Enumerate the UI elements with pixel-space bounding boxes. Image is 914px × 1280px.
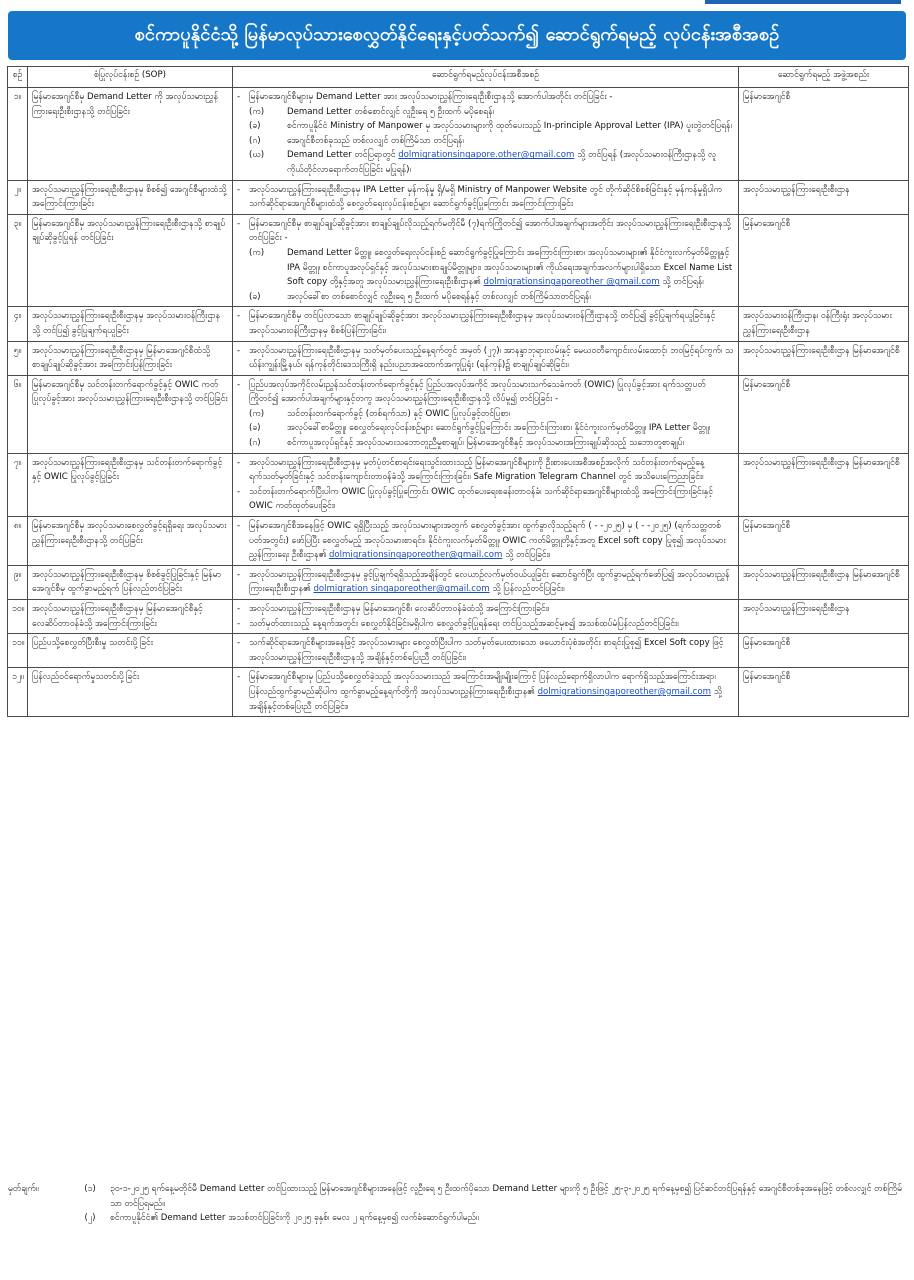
row-number: ၅။ bbox=[8, 341, 28, 375]
action-text: သက်ဆိုင်ရာအေဂျင်စီများအနေဖြင့် အလုပ်သမားများ စေလွှတ်ပြီးပါက သတ်မှတ်ပေးထားသော ဖယောင်းပုံစံအတိုင်း စာရင်းပြုစု၍ Excel Soft copy ဖြင့် အလုပ်သမားညွှန်ကြားရေးဦးစီးဌာနသို့ အချိန်နှင့်တစ်ပြေးညီ တင်ပြခြင်း၊ bbox=[249, 638, 724, 663]
action-text-wrap bbox=[249, 344, 734, 373]
sub-item bbox=[237, 407, 734, 422]
action-text-tail: သို့ ပြန်လည်တင်ပြခြင်း၊ bbox=[489, 584, 565, 595]
header-action: ဆောင်ရွက်ရမည့်လုပ်ငန်းအစီအစဉ် bbox=[233, 67, 739, 88]
action-text-wrap bbox=[249, 636, 734, 665]
sub-item-label: (ဃ) bbox=[249, 150, 265, 161]
responsible-org: မြန်မာအေဂျင်စီ bbox=[739, 668, 909, 717]
action-line bbox=[237, 217, 734, 246]
sop-step: မြန်မာအေဂျင်စီမှ အလုပ်သမားညွှန်ကြားရေးဦးစီးဌာနသို့ စာချုပ်ချုပ်ဆိုခွင့်ပြုရန် တင်ပြခြင်း bbox=[28, 214, 233, 307]
action-cell bbox=[233, 180, 739, 214]
row-number: ၂။ bbox=[8, 180, 28, 214]
bullet-dash: - bbox=[237, 638, 241, 649]
note-number: (၁) bbox=[84, 1184, 96, 1194]
sub-item-text: အလုပ်ခေါ်စာမိတ္တူ၊ စေလွှတ်ရေးလုပ်ငန်းစဉ်များ ဆောင်ရွက်ခွင့်ပြုကြောင်း အကြောင်းကြားစာ၊ နိုင်ငံကူးလက်မှတ်မိတ္တူ၊ IPA Letter မိတ္တူ၊ bbox=[287, 423, 710, 434]
sub-item-text: Demand Letter တစ်စောင်လျှင် လူဦးရေ ၅ ဦးထက် မပိုစေရန်၊ bbox=[287, 106, 494, 117]
responsible-org: မြန်မာအေဂျင်စီ bbox=[739, 88, 909, 181]
row-number: ၄။ bbox=[8, 307, 28, 341]
table-row bbox=[8, 634, 909, 668]
action-cell bbox=[233, 341, 739, 375]
table-row bbox=[8, 517, 909, 566]
action-text: မြန်မာအေဂျင်စီများမှ ပြည်ပသို့စေလွှတ်ခဲ့သည့် အလုပ်သမားသည် အကြောင်းအမျိုးမျိုးကြောင့် ပြန်လည်ရောက်ရှိလာပါက ရောက်ရှိသည့်အကြောင်းအရာ၊ ပြန်လည်ထွက်ခွာမည်ဆိုပါက ထွက်ခွာမည့်နေ့ရက်တို့ကို အလုပ်သမားညွှန်ကြားရေးဦးစီးဌာန၏ bbox=[249, 672, 716, 697]
sub-item-text: စင်ကာပူအလုပ်ရှင်နှင့် အလုပ်သမားသဘောတူညီမှုစာချုပ်၊ မြန်မာအေဂျင်စီနှင့် အလုပ်သမားအကြားချုပ်ဆိုသည့် သဘောတူစာချုပ်၊ bbox=[287, 438, 684, 449]
bullet-dash: - bbox=[237, 218, 241, 229]
table-row bbox=[8, 214, 909, 307]
sub-item-label: (က) bbox=[249, 408, 265, 419]
action-text-tail: သို့ တင်ပြခြင်း၊ bbox=[502, 550, 551, 561]
responsible-org: မြန်မာအေဂျင်စီ bbox=[739, 517, 909, 566]
notes-section bbox=[8, 1182, 906, 1226]
table-row bbox=[8, 600, 909, 634]
row-number: ၈။ bbox=[8, 517, 28, 566]
bullet-dash: - bbox=[237, 457, 241, 468]
sub-item bbox=[237, 134, 734, 149]
action-line bbox=[237, 90, 734, 105]
action-line bbox=[237, 344, 734, 373]
sop-step: မြန်မာအေဂျင်စီမှ Demand Letter ကို အလုပ်သမားညွှန်ကြားရေးဦးစီးဌာနသို့ တင်ပြခြင်း bbox=[28, 88, 233, 181]
responsible-org: အလုပ်သမားညွှန်ကြားရေးဦးစီးဌာန မြန်မာအေဂျင်စီ bbox=[739, 453, 909, 516]
sop-step: မြန်မာအေဂျင်စီမှ အလုပ်သမားစေလွှတ်ခွင့်ရရှိရေး အလုပ်သမားညွှန်ကြားရေးဦးစီးဌာနသို့ တင်ပြခြင်း bbox=[28, 517, 233, 566]
action-text: မြန်မာအေဂျင်စီမှ တင်ပြလာသော စာချုပ်ချုပ်ဆိုခွင့်အား အလုပ်သမားညွှန်ကြားရေးဦးစီးဌာနမှ အလုပ်သမားဝန်ကြီးဌာနသို့ တင်ပြ၍ ခွင့်ပြုချက်ရယူခြင်းနှင့် အလုပ်သမားဝန်ကြီးဌာနမှ စိစစ်ပြန်ကြားခြင်း၊ bbox=[249, 311, 716, 336]
action-text-tail: သို့ အချိန်နှင့်တစ်ပြေးညီ တင်ပြခြင်း၊ bbox=[249, 686, 723, 712]
header-sop: စံပြုလုပ်ငန်းစဉ် (SOP) bbox=[28, 67, 233, 88]
table-body bbox=[8, 88, 909, 717]
sub-item-body bbox=[287, 119, 734, 134]
note-text: ၃၀-၁-၂၀၂၅ ရက်နေ့မတိုင်မီ Demand Letter တင်ပြထားသည့် မြန်မာအေဂျင်စီများအနေဖြင့် လူဦးရေ ၅ ဦးထက်ပိုသော Demand Letter များကို ၅ ဦးဖြင့် ၂၅-၃-၂၀၂၅ ရက်နေ့မှစ၍ ပြင်ဆင်တင်ပြရန်နှင့် အေဂျင်စီတစ်ခုအနေဖြင့် တစ်လလျှင် တစ်ကြိမ်သာ တင်ပြရမည်။ bbox=[110, 1184, 903, 1209]
responsible-org: အလုပ်သမားညွှန်ကြားရေးဦးစီးဌာန bbox=[739, 600, 909, 634]
bullet-dash: - bbox=[237, 345, 241, 356]
action-text-wrap bbox=[249, 670, 734, 714]
action-text: မြန်မာအေဂျင်စီအနေဖြင့် OWIC ရရှိပြီးသည့် အလုပ်သမားများအတွက် စေလွှတ်ခွင့်အား ထွက်ခွာလိုသည့်ရက် ( - -၂၀၂၅) မှ ( - -၂၀၂၅) (ရက်သတ္တတစ်ပတ်အတွင်း) ဖော်ပြပြီး စေလွှတ်မည့် အလုပ်သမားစာရင်း၊ နိုင်ငံကူးလက်မှတ်မိတ္တူ၊ OWIC ကတ်မိတ္တူတို့နှင့်အတူ Excel soft copy ပြုစု၍ အလုပ်သမားညွှန်ကြားရေး ဦးစီးဌာန၏ bbox=[249, 521, 726, 561]
action-text: အလုပ်သမားညွှန်ကြားရေးဦးစီးဌာနမှ ခွင့်ပြုချက်ရရှိသည့်အချိန်တွင် လေယာဉ်လက်မှတ်ဝယ်ယူခြင်း ဆောင်ရွက်ပြီး ထွက်ခွာမည့်ရက်ဖော်ပြ၍ အလုပ်သမားညွှန်ကြားရေးဦးစီးဌာန၏ bbox=[249, 569, 730, 595]
action-text-wrap bbox=[249, 217, 734, 246]
sop-step: ပြည်ပသို့စေလွှတ်ပြီးစီးမှု သတင်းပို့ခြင်း bbox=[28, 634, 233, 668]
row-number: ၇။ bbox=[8, 453, 28, 516]
sub-item-label: (ခ) bbox=[249, 121, 261, 132]
sub-item-body bbox=[287, 436, 734, 451]
table-header-row bbox=[8, 67, 909, 88]
bullet-dash: - bbox=[237, 92, 241, 102]
bullet-dash: - bbox=[237, 521, 241, 532]
action-line bbox=[237, 309, 734, 338]
action-text-wrap bbox=[249, 456, 734, 485]
action-text: မြန်မာအေဂျင်စီများမှ Demand Letter အား အလုပ်သမားညွှန်ကြားရေးဦးစီးဌာနသို့ အောက်ပါအတိုင်း တင်ပြခြင်း - bbox=[249, 92, 613, 102]
action-text: အလုပ်သမားညွှန်ကြားရေးဦးစီးဌာနမှ မြန်မာအေဂျင်စီ၊ လေဆိပ်တာဝန်ခံထံသို့ အကြောင်းကြားခြင်း၊ bbox=[249, 604, 550, 614]
sub-item-label: (က) bbox=[249, 106, 265, 117]
table-row bbox=[8, 668, 909, 717]
sop-step: အလုပ်သမားညွှန်ကြားရေးဦးစီးဌာနမှ မြန်မာအေဂျင်စီထံသို့ စာချုပ်ချုပ်ဆိုခွင့်အား အကြောင်းပြန်ကြားခြင်း bbox=[28, 341, 233, 375]
sub-item-text: Demand Letter တင်ပြရာတွင် bbox=[287, 150, 399, 161]
action-text-wrap bbox=[249, 309, 734, 338]
responsible-org: အလုပ်သမားညွှန်ကြားရေးဦးစီးဌာန မြန်မာအေဂျင်စီ bbox=[739, 341, 909, 375]
sub-item-body bbox=[287, 148, 734, 177]
table-row bbox=[8, 88, 909, 181]
sub-item bbox=[237, 105, 734, 120]
header-num: စဉ် bbox=[8, 67, 28, 88]
top-accent-bar bbox=[705, 0, 901, 4]
email-link[interactable]: dolmigrationsingaporeother@gmail.com bbox=[328, 550, 503, 561]
sop-step: အလုပ်သမားညွှန်ကြားရေးဦးစီးဌာနမှ သင်တန်းတက်ရောက်ခွင့်နှင့် OWIC ပြုလုပ်ခွင့်ပြုခြင်း bbox=[28, 453, 233, 516]
row-number: ၁၂။ bbox=[8, 668, 28, 717]
sub-item bbox=[237, 290, 734, 305]
sub-item-body bbox=[287, 134, 734, 149]
sub-item bbox=[237, 421, 734, 436]
action-line bbox=[237, 636, 734, 665]
sub-item-tail: သို့ တင်ပြရန်၊ bbox=[659, 277, 704, 288]
sub-item-body bbox=[287, 105, 734, 120]
action-text-wrap bbox=[249, 183, 734, 212]
responsible-org: အလုပ်သမားညွှန်ကြားရေးဦးစီးဌာန bbox=[739, 180, 909, 214]
action-text-wrap bbox=[249, 90, 734, 105]
row-number: ၃။ bbox=[8, 214, 28, 307]
sub-item-text: အလုပ်ခေါ်စာ တစ်စောင်လျှင် လူဦးရေ ၅ ဦးထက် မပိုစေရန်နှင့် တစ်လလျှင် တစ်ကြိမ်သာတင်ပြရန်၊ bbox=[287, 291, 591, 302]
sub-item-label: (ခ) bbox=[249, 291, 261, 302]
responsible-org: မြန်မာအေဂျင်စီ bbox=[739, 634, 909, 668]
bullet-dash: - bbox=[237, 486, 241, 497]
sop-step: အလုပ်သမားညွှန်ကြားရေးဦးစီးဌာနမှ အလုပ်သမားဝန်ကြီးဌာနသို့ တင်ပြ၍ ခွင့်ပြုချက်ရယူခြင်း bbox=[28, 307, 233, 341]
sop-step: အလုပ်သမားညွှန်ကြားရေးဦးစီးဌာနမှ မြန်မာအေဂျင်စီနှင့် လေဆိပ်တာဝန်ခံသို့ အကြောင်းကြားခြင်း bbox=[28, 600, 233, 634]
action-text-wrap bbox=[249, 602, 734, 617]
responsible-org: အလုပ်သမားညွှန်ကြားရေးဦးစီးဌာန မြန်မာအေဂျင်စီ bbox=[739, 565, 909, 599]
bullet-dash: - bbox=[237, 379, 241, 390]
sub-item bbox=[237, 246, 734, 290]
sub-item-body bbox=[287, 246, 734, 290]
responsible-org: မြန်မာအေဂျင်စီ bbox=[739, 214, 909, 307]
bullet-dash: - bbox=[237, 618, 241, 629]
note-text: စင်ကာပူနိုင်ငံ၏ Demand Letter အသစ်တင်ပြခြင်းကို ၂၀၂၅ ခုနှစ်၊ မေလ ၂ ရက်နေ့မှစ၍ လက်ခံဆောင်ရွက်ပါမည်။ bbox=[110, 1213, 479, 1224]
action-text-wrap bbox=[249, 378, 734, 407]
sub-item bbox=[237, 148, 734, 177]
action-cell bbox=[233, 634, 739, 668]
action-text: ပြည်ပအလုပ်အကိုင်လမ်းညွှန်သင်တန်းတက်ရောက်ခွင့်နှင့် ပြည်ပအလုပ်အကိုင် အလုပ်သမားသက်သေခံကတ် (OWIC) ပြုလုပ်ခွင့်အား ရက်သတ္တပတ်ကြိုတင်၍ အောက်ပါအချက်များနှင့်တကွ အလုပ်သမားညွှန်ကြားရေးဦးစီးဌာနသို့ လိပ်မူ၍ တင်ပြခြင်း - bbox=[249, 379, 706, 405]
sub-item-label: (ဂ) bbox=[249, 135, 261, 146]
sub-item-text: Demand Letter မိတ္တူ၊ စေလွှတ်ရေးလုပ်ငန်းစဉ် ဆောင်ရွက်ခွင့်ပြုကြောင်း အကြောင်းကြားစာ၊ အလုပ်သမားများ၏ နိုင်ငံကူးလက်မှတ်မိတ္တူနှင့် IPA မိတ္တူ၊ စင်ကာပူအလုပ်ရှင်နှင့် အလုပ်သမားစာချုပ်မိတ္တူများ၊ အလုပ်သမားများ၏ ကိုယ်ရေးအချက်အလက်များပါရှိသော Excel Name List Soft copy တို့နှင့်အတူ အလုပ်သမားညွှန်ကြားရေးဦးစီးဌာန၏ bbox=[287, 247, 733, 288]
responsible-org: မြန်မာအေဂျင်စီ bbox=[739, 375, 909, 453]
row-number: ၉။ bbox=[8, 565, 28, 599]
bullet-dash: - bbox=[237, 672, 241, 683]
action-line bbox=[237, 183, 734, 212]
action-text: အလုပ်သမားညွှန်ကြားရေးဦးစီးဌာနမှ သတ်မှတ်ပေးသည့်နေ့ရက်တွင် အမှတ် (၂၇)၊ အာနန္ဒာဘုရားလမ်းနှင့် မေဃဝတီကျောင်းလမ်းထောင့်၊ ဘဝမြင့်ရပ်ကွက်၊ သဃ်န်းကျွန်းမြို့နယ်၊ ရန်ကုန်တိုင်းဒေသကြီးရှိ နည်းပညာအထောက်အကူပြုရုံး (ရန်ကုန်)၌ စာချုပ်ချုပ်ဆိုခြင်း၊ bbox=[249, 345, 734, 371]
table-row bbox=[8, 453, 909, 516]
action-cell bbox=[233, 517, 739, 566]
action-cell bbox=[233, 453, 739, 516]
action-line bbox=[237, 485, 734, 514]
row-number: ၁။ bbox=[8, 88, 28, 181]
action-cell bbox=[233, 565, 739, 599]
row-number: ၆။ bbox=[8, 375, 28, 453]
document-title: စင်ကာပူနိုင်ငံသို့ မြန်မာလုပ်သားစေလွှတ်နိုင်ရေးနှင့်ပတ်သက်၍ ဆောင်ရွက်ရမည့် လုပ်ငန်းအစီအစဉ် bbox=[134, 24, 780, 45]
action-line bbox=[237, 617, 734, 632]
email-link[interactable]: dolmigrationsingaporeother@gmail.com bbox=[537, 686, 711, 697]
action-text: သင်တန်းတက်ရောက်ပြီးပါက OWIC ပြုလုပ်ခွင့်ပြုကြောင်း OWIC ထုတ်ပေးရေးစခန်းတာဝန်ခံ၊ သက်ဆိုင်ရာအေဂျင်စီများထံသို့ အကြောင်းကြားခြင်းနှင့် OWIC ကတ်ထုတ်ပေးခြင်း၊ bbox=[249, 486, 714, 512]
action-line bbox=[237, 456, 734, 485]
action-text-wrap bbox=[249, 568, 734, 597]
sop-step: မြန်မာအေဂျင်စီမှ သင်တန်းတက်ရောက်ခွင့်နှင့် OWIC ကတ်ပြုလုပ်ခွင့်အား အလုပ်သမားညွှန်ကြားရေးဦးစီးဌာနသို့ တင်ပြခြင်း bbox=[28, 375, 233, 453]
bullet-dash: - bbox=[237, 311, 241, 322]
action-line bbox=[237, 378, 734, 407]
sub-item-text: သင်တန်းတက်ရောက်ခွင့် (တစ်ရက်သာ) နှင့် OWIC ပြုလုပ်ခွင့်တင်ပြစာ၊ bbox=[287, 408, 511, 419]
action-text-wrap bbox=[249, 519, 734, 563]
note-number: (၂) bbox=[84, 1213, 96, 1224]
action-text: အလုပ်သမားညွှန်ကြားရေးဦးစီးဌာနမှ မှတ်ပုံတင်စာရင်းရေးသွင်းထားသည့် မြန်မာအေဂျင်စီများကို ဦးစားပေးအစီအစဉ်အလိုက် သင်တန်းတက်ရမည့်နေ့ရက်သတ်မှတ်ခြင်းနှင့် သင်တန်းကျောင်းတာဝန်ခံသို့ အကြောင်းကြားခြင်း၊ Safe Migration Telegram Channel တွင် အသိပေးကြေညာခြင်း၊ bbox=[249, 457, 705, 483]
sub-item-tail: သို့ တင်ပြရန် (အလုပ်သမားဝန်ကြီးဌာနသို့ လူကိုယ်တိုင်လာရောက်တင်ပြခြင်း မပြုရန်)၊ bbox=[287, 150, 717, 175]
action-cell bbox=[233, 88, 739, 181]
sub-item bbox=[237, 119, 734, 134]
sub-item-label: (ဂ) bbox=[249, 438, 261, 449]
action-line bbox=[237, 602, 734, 617]
sop-step: ပြန်လည်ဝင်ရောက်မှုသတင်းပို့ခြင်း bbox=[28, 668, 233, 717]
row-number: ၁၁။ bbox=[8, 634, 28, 668]
sop-step: အလုပ်သမားညွှန်ကြားရေးဦးစီးဌာနမှ စိစစ်၍ အေဂျင်စီများထံသို့ အကြောင်းကြားခြင်း bbox=[28, 180, 233, 214]
responsible-org: အလုပ်သမားဝန်ကြီးဌာန၊ ဝန်ကြီးရုံး အလုပ်သမားညွှန်ကြားရေးဦးစီးဌာန bbox=[739, 307, 909, 341]
action-line bbox=[237, 568, 734, 597]
action-line bbox=[237, 670, 734, 714]
action-text: သတ်မှတ်ထားသည့် နေ့ရက်အတွင်း စေလွှတ်နိုင်ခြင်းမရှိပါက စေလွှတ်ခွင့်ပြုရန်ရေး တင်ပြသည့်အဆင့်မှစ၍ အသစ်ထပ်မံပြန်လည်တင်ပြခြင်း၊ bbox=[249, 618, 679, 629]
action-text-wrap bbox=[249, 617, 734, 632]
header-responsible: ဆောင်ရွက်ရမည့် အဖွဲ့အစည်း bbox=[739, 67, 909, 88]
sop-step: အလုပ်သမားညွှန်ကြားရေးဦးစီးဌာနမှ စိစစ်ခွင့်ပြုခြင်းနှင့် မြန်မာအေဂျင်စီမှ ထွက်ခွာမည့်ရက် ပြန်လည်တင်ပြခြင်း bbox=[28, 565, 233, 599]
note-item bbox=[8, 1182, 906, 1211]
action-text: မြန်မာအေဂျင်စီမှ စာချုပ်ချုပ်ဆိုခွင့်အား စာချုပ်ချုပ်လိုသည့်ရက်မတိုင်မီ (၇)ရက်ကြိုတင်၍ အောက်ပါအချက်များအတိုင်း အလုပ်သမားညွှန်ကြားရေးဦးစီးဌာနသို့ တင်ပြခြင်း - bbox=[249, 218, 731, 244]
table-row bbox=[8, 307, 909, 341]
sub-item-body bbox=[287, 407, 734, 422]
action-cell bbox=[233, 668, 739, 717]
action-cell bbox=[233, 307, 739, 341]
table-row bbox=[8, 565, 909, 599]
bullet-dash: - bbox=[237, 184, 241, 195]
table-row bbox=[8, 341, 909, 375]
sub-item-body bbox=[287, 290, 734, 305]
action-text-wrap bbox=[249, 485, 734, 514]
action-cell bbox=[233, 375, 739, 453]
email-link[interactable]: dolmigration singaporeother@gmail.com bbox=[313, 584, 490, 595]
title-banner bbox=[8, 11, 906, 60]
sub-item bbox=[237, 436, 734, 451]
sub-item-text: အေဂျင်စီတစ်ခုသည် တစ်လလျှင် တစ်ကြိမ်သာ တင်ပြရန်၊ bbox=[287, 135, 464, 146]
bullet-dash: - bbox=[237, 604, 241, 614]
action-cell bbox=[233, 214, 739, 307]
table-row bbox=[8, 375, 909, 453]
notes-heading: မှတ်ချက်။ bbox=[8, 1184, 39, 1194]
action-text: အလုပ်သမားညွှန်ကြားရေးဦးစီးဌာနမှ IPA Letter မှန်ကန်မှု ရှိ/မရှိ Ministry of Manpower Website တွင် တိုက်ဆိုင်စိစစ်ခြင်းနှင့် မှန်ကန်မှုရှိပါက သက်ဆိုင်ရာအေဂျင်စီများထံသို့ စေလွှတ်ရေးလုပ်ငန်းစဉ်များ ဆောင်ရွက်ခွင့်ပြုကြောင်း အကြောင်းကြားခြင်း bbox=[249, 184, 722, 210]
sub-item-label: (က) bbox=[249, 247, 265, 258]
table-row bbox=[8, 180, 909, 214]
action-cell bbox=[233, 600, 739, 634]
sub-item-body bbox=[287, 421, 734, 436]
bullet-dash: - bbox=[237, 569, 241, 580]
note-indent bbox=[8, 1211, 70, 1226]
email-link[interactable]: dolmigrationsingaporeother @gmail.com bbox=[483, 277, 660, 288]
row-number: ၁၀။ bbox=[8, 600, 28, 634]
email-link[interactable]: dolmigrationsingapore.other@gmail.com bbox=[398, 150, 575, 161]
sub-item-text: စင်ကာပူနိုင်ငံ Ministry of Manpower မှ အလုပ်သမားများကို ထုတ်ပေးသည့် In-principle Approval Letter (IPA) ပူးတွဲတင်ပြရန်၊ bbox=[287, 121, 732, 132]
sub-item-label: (ခ) bbox=[249, 423, 261, 434]
action-line bbox=[237, 519, 734, 563]
sop-table bbox=[7, 66, 909, 717]
note-item bbox=[8, 1211, 906, 1226]
